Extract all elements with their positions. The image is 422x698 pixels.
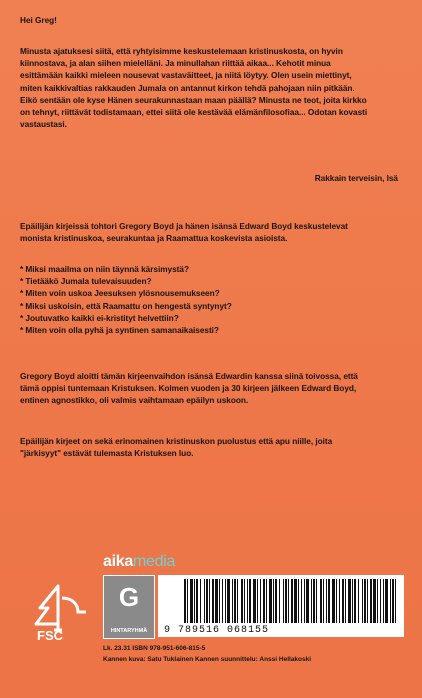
letter-greeting: Hei Greg! [20, 15, 57, 25]
barcode-bar [328, 579, 330, 623]
barcode-bar [320, 579, 322, 623]
price-group-badge [103, 575, 155, 639]
question-item: * Tietääkö Jumala tulevaisuuden? [20, 276, 152, 287]
barcode-bar [392, 579, 394, 623]
barcode-bar [377, 579, 378, 623]
barcode-bar [336, 579, 337, 623]
barcode-bar [253, 579, 256, 623]
barcode-bar [326, 579, 327, 623]
intro-paragraph [20, 220, 402, 244]
barcode-bar [362, 579, 363, 623]
letter-line: Eikö sentään ole kyse Hänen seurakunnastaan maan päällä? Minusta ne teot, joita kirkko [20, 94, 367, 105]
barcode-bar [306, 579, 309, 623]
letter-line: Minusta ajatuksesi siitä, että ryhtyisimme keskustelemaan kristinuskosta, on hyvin [20, 46, 343, 56]
barcode-bar [215, 579, 218, 623]
closing-line: Epäilijän kirjeet on sekä erinomainen kristinuskon puolustus että apu niille, joita [20, 436, 333, 446]
barcode-bar [294, 579, 297, 623]
closing-line: "järkisyyt" estävät tulemasta Kristuksen luo. [20, 448, 194, 459]
isbn-barcode [158, 575, 404, 637]
description-line: entinen agnostikko, oli valmis vaihtamaan epäilyn uskoon. [20, 395, 249, 406]
classification-isbn-line: Lk. 23.31 ISBN 978-951-606-815-5 [103, 645, 206, 652]
barcode-bar [373, 579, 376, 623]
barcode-bar [395, 579, 396, 623]
barcode-bar [383, 579, 384, 623]
publisher-logo-part2: media [132, 553, 176, 570]
barcode-bar [190, 579, 193, 623]
barcode-number: 9 789516 068155 [164, 625, 270, 636]
barcode-bar [232, 579, 233, 623]
barcode-bar [266, 579, 267, 623]
letter-line: miten kaikkivaltias rakkauden Jumala on antannut kirkon tehdä pahojaan niin pitkään. [20, 82, 355, 93]
barcode-bar [352, 579, 353, 623]
barcode-bar [244, 579, 245, 623]
barcode-bar [323, 579, 324, 623]
barcode-bar [345, 579, 346, 623]
barcode-bar [370, 579, 372, 623]
barcode-bar [354, 579, 356, 623]
barcode-bar [241, 579, 243, 623]
closing-paragraph [20, 435, 402, 459]
cover-credits-line: Kannen kuva: Satu Tuklainen Kannen suunnittelu: Anssi Hellakoski [103, 656, 312, 663]
letter-line: on tehnyt, riittävät todistamaan, ettei siitä ole kestävää elämänfilosofiaa... Odotan kovasti [20, 107, 368, 118]
letter-line: vastaustasi. [20, 119, 67, 130]
barcode-bar [285, 579, 287, 623]
description-line: tämä oppisi tuntemaan Kristuksen. Kolmen vuoden ja 30 kirjeen jälkeen Edward Boyd, [20, 383, 357, 394]
barcode-bar [364, 579, 366, 623]
description-line: Gregory Boyd aloitti tämän kirjeenvaihdon isänsä Edwardin kanssa siinä toivossa, että [20, 371, 358, 381]
letter-line: esittämään kaikki mieleen nousevat vastaväitteet, ja niitä löytyy. Olen usein miettinyt, [20, 70, 352, 81]
barcode-bar [316, 579, 317, 623]
barcode-bar [269, 579, 272, 623]
description-paragraph [20, 370, 402, 407]
fsc-label: FSC [37, 628, 63, 643]
barcode-bar [342, 579, 344, 623]
barcode-bar [291, 579, 293, 623]
barcode-bar [313, 579, 315, 623]
barcode-bar [263, 579, 265, 623]
barcode-bar [196, 579, 198, 623]
publisher-logo-part1: aika [103, 553, 133, 570]
barcode-bar [332, 579, 335, 623]
barcode-bar [298, 579, 299, 623]
publisher-logo [103, 553, 175, 571]
barcode-bar [222, 579, 223, 623]
price-group-label: HINTARYHMÄ [110, 628, 148, 634]
barcode-bar [260, 579, 261, 623]
barcode-bar [200, 579, 201, 623]
question-item: * Joutuvatko kaikki ei-kristityt helvettiin? [20, 312, 179, 323]
barcode-bar [279, 579, 280, 623]
barcode-bar [194, 579, 195, 623]
barcode-bar [204, 579, 205, 623]
question-item: * Miten voin uskoa Jeesuksen ylösnousemukseen? [20, 288, 220, 299]
barcode-bar [390, 579, 391, 623]
question-item: * Miksi uskoisin, että Raamattu on hengestä syntynyt? [20, 300, 232, 311]
barcode-bars [182, 579, 398, 623]
barcode-bar [247, 579, 248, 623]
barcode-bar [184, 579, 186, 623]
barcode-bar [348, 579, 351, 623]
barcode-bar [358, 579, 359, 623]
barcode-bar [212, 579, 214, 623]
barcode-bar [257, 579, 258, 623]
question-list [20, 263, 402, 336]
barcode-bar [288, 579, 289, 623]
barcode-bar [234, 579, 236, 623]
letter-line: kiinnostava, ja alan siihen mielelläni. Ja minullahan riittää aikaa... Kehotit minua [20, 58, 331, 69]
barcode-bar [311, 579, 312, 623]
barcode-bar [225, 579, 226, 623]
barcode-bar [187, 579, 188, 623]
barcode-bar [219, 579, 220, 623]
barcode-bar [339, 579, 340, 623]
intro-line: Epäilijän kirjeissä tohtori Gregory Boyd ja hänen isänsä Edward Boyd keskustelevat [20, 221, 348, 231]
barcode-bar [249, 579, 251, 623]
barcode-bar [273, 579, 274, 623]
letter-signature: Rakkain terveisin, Isä [314, 173, 398, 183]
barcode-bar [385, 579, 388, 623]
question-item: * Miten voin olla pyhä ja syntinen samanaikaisesti? [20, 324, 219, 335]
barcode-bar [304, 579, 305, 623]
intro-line: monista kristinuskoa, seurakuntaa ja Raamattua koskevista asioista. [20, 233, 288, 244]
barcode-bar [367, 579, 368, 623]
letter-body [20, 45, 402, 130]
barcode-bar [209, 579, 210, 623]
barcode-bar [380, 579, 381, 623]
question-item: * Miksi maailma on niin täynnä kärsimystä? [20, 264, 189, 274]
barcode-bar [301, 579, 302, 623]
barcode-bar [206, 579, 208, 623]
barcode-bar [237, 579, 238, 623]
barcode-bar [283, 579, 284, 623]
barcode-bar [227, 579, 230, 623]
barcode-bar [275, 579, 277, 623]
price-group-letter: G [118, 582, 140, 612]
